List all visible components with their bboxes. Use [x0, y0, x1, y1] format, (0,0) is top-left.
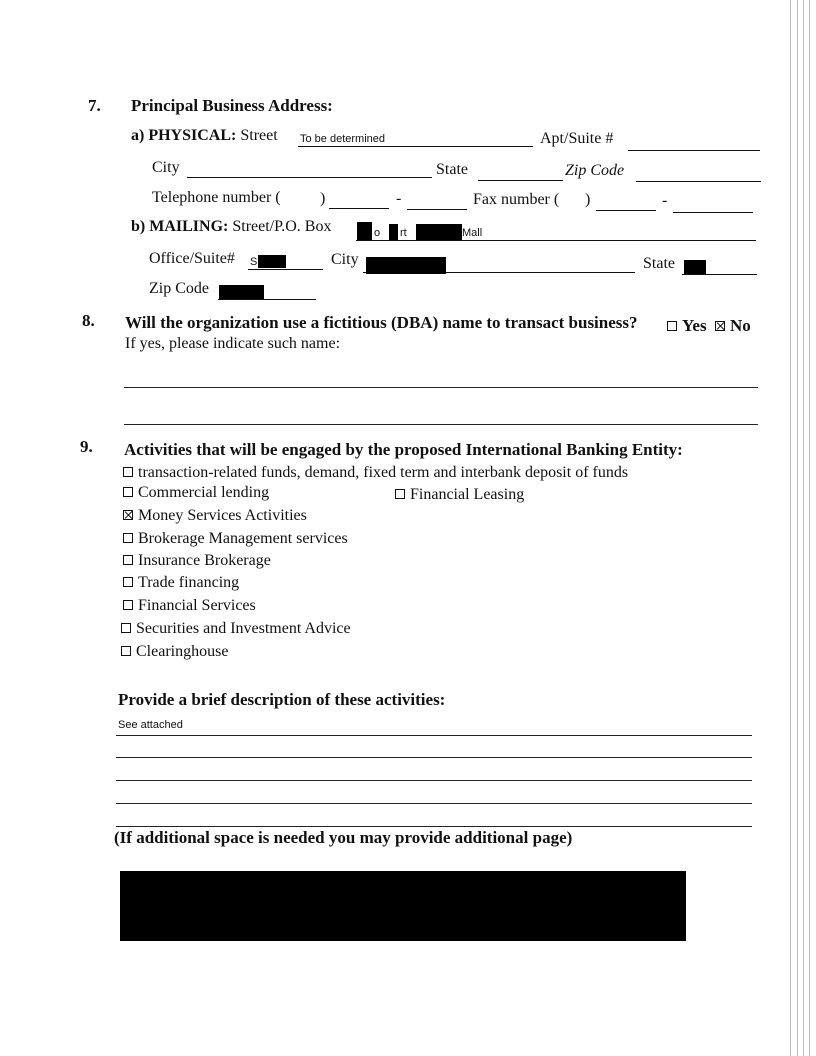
city-label: City	[152, 159, 180, 176]
redaction-block	[357, 222, 372, 240]
mailing-state-label: State	[643, 255, 675, 272]
mailing-street-label: Street/P.O. Box	[232, 218, 332, 235]
redaction-block	[366, 257, 446, 274]
street-label: Street	[240, 127, 278, 144]
activity-checkbox[interactable]	[123, 600, 133, 610]
activity-item[interactable]	[123, 597, 256, 615]
activity-label: Money Services Activities	[138, 507, 307, 524]
activity-item[interactable]	[121, 620, 351, 638]
activity-label: Brokerage Management services	[138, 530, 348, 547]
activity-checkbox[interactable]	[395, 489, 405, 499]
activity-label: Securities and Investment Advice	[136, 620, 351, 637]
fax-number-field[interactable]	[673, 212, 753, 213]
mailing-street-field[interactable]	[356, 240, 756, 241]
no-checkbox[interactable]	[715, 321, 725, 331]
description-line[interactable]	[116, 735, 752, 736]
state-label: State	[436, 161, 468, 178]
activity-checkbox[interactable]	[121, 646, 131, 656]
activity-label: Trade financing	[138, 574, 240, 591]
description-line[interactable]	[116, 826, 752, 827]
description-line[interactable]	[116, 780, 752, 781]
dba-if-yes-label: If yes, please indicate such name:	[125, 335, 341, 352]
physical-street-field[interactable]	[298, 146, 533, 147]
yes-label: Yes	[682, 316, 707, 335]
redaction-block	[684, 260, 706, 274]
activity-item[interactable]	[123, 530, 348, 548]
activity-checkbox[interactable]	[123, 467, 133, 477]
activity-label: transaction-related funds, demand, fixed term and interbank deposit of funds	[138, 464, 629, 481]
scan-edge-line	[803, 0, 804, 1056]
apt-suite-label: Apt/Suite #	[540, 130, 614, 147]
physical-street-value: To be determined	[300, 133, 385, 145]
dba-yes-option[interactable]	[667, 316, 707, 336]
description-label: Provide a brief description of these activities:	[118, 690, 446, 709]
activity-checkbox[interactable]	[123, 555, 133, 565]
fax-dash: -	[662, 192, 668, 209]
scan-edge-line	[809, 0, 810, 1056]
description-value: See attached	[118, 719, 183, 731]
activity-label: Insurance Brokerage	[138, 552, 271, 569]
zip-code-label: Zip Code	[565, 162, 625, 179]
apt-suite-field[interactable]	[628, 150, 760, 151]
state-field[interactable]	[478, 180, 563, 181]
activity-item[interactable]	[123, 484, 269, 502]
fax-area-field[interactable]	[596, 210, 656, 211]
description-line[interactable]	[116, 757, 752, 758]
activity-label: Financial Services	[138, 597, 256, 614]
description-line[interactable]	[116, 803, 752, 804]
mailing-street-fragment: Mall	[462, 227, 483, 239]
physical-address-row	[131, 127, 278, 145]
activity-label: Commercial lending	[138, 484, 270, 501]
mailing-address-row	[131, 218, 331, 236]
activity-item[interactable]	[395, 486, 524, 504]
mailing-street-fragment: rt	[400, 227, 407, 239]
additional-space-note: (If additional space is needed you may provide additional page)	[114, 828, 573, 847]
activity-item[interactable]	[123, 464, 628, 482]
mailing-zip-field[interactable]	[218, 299, 316, 300]
telephone-paren: )	[320, 190, 326, 207]
city-field[interactable]	[187, 177, 432, 178]
dba-name-line-1[interactable]	[124, 387, 758, 388]
redaction-block	[258, 255, 286, 268]
redaction-block	[219, 285, 264, 299]
telephone-dash: -	[396, 190, 402, 207]
redaction-block	[416, 224, 462, 240]
activity-checkbox[interactable]	[123, 533, 133, 543]
redaction-block	[389, 224, 398, 240]
activity-item[interactable]	[123, 507, 307, 525]
zip-code-field[interactable]	[636, 181, 761, 182]
telephone-label: Telephone number (	[152, 189, 281, 206]
fax-label: Fax number (	[473, 191, 560, 208]
activity-label: Clearinghouse	[136, 643, 229, 660]
activity-checkbox[interactable]	[121, 623, 131, 633]
dba-no-option[interactable]	[715, 316, 751, 336]
telephone-area-field[interactable]	[329, 208, 389, 209]
activity-item[interactable]	[123, 552, 271, 570]
activity-item[interactable]	[123, 574, 239, 592]
section-8-number: 8.	[82, 311, 95, 330]
dba-question: Will the organization use a fictitious (DBA) name to transact business?	[125, 313, 638, 332]
section-9-number: 9.	[80, 437, 93, 456]
mailing-label: b) MAILING:	[131, 218, 229, 235]
yes-checkbox[interactable]	[667, 321, 677, 331]
activities-title: Activities that will be engaged by the proposed International Banking Entity:	[124, 440, 683, 459]
telephone-number-field[interactable]	[407, 209, 467, 210]
activity-checkbox[interactable]	[123, 510, 133, 520]
activity-item[interactable]	[121, 643, 228, 661]
redaction-block	[120, 871, 686, 941]
dba-name-line-2[interactable]	[124, 424, 758, 425]
office-suite-label: Office/Suite#	[149, 250, 235, 267]
scan-edge-line	[797, 0, 798, 1056]
scan-edge-line	[790, 0, 791, 1056]
activity-checkbox[interactable]	[123, 577, 133, 587]
office-suite-fragment: S	[250, 256, 258, 268]
mailing-city-label: City	[331, 251, 359, 268]
section-7-title: Principal Business Address:	[131, 96, 333, 115]
physical-label: a) PHYSICAL:	[131, 127, 237, 144]
no-label: No	[730, 316, 751, 335]
mailing-state-field[interactable]	[682, 274, 757, 275]
office-suite-field[interactable]	[248, 269, 323, 270]
mailing-zip-label: Zip Code	[149, 280, 209, 297]
activity-label: Financial Leasing	[410, 486, 525, 503]
activity-checkbox[interactable]	[123, 487, 133, 497]
mailing-street-fragment: o	[374, 227, 381, 239]
fax-paren: )	[585, 191, 591, 208]
section-7-number: 7.	[88, 96, 101, 115]
